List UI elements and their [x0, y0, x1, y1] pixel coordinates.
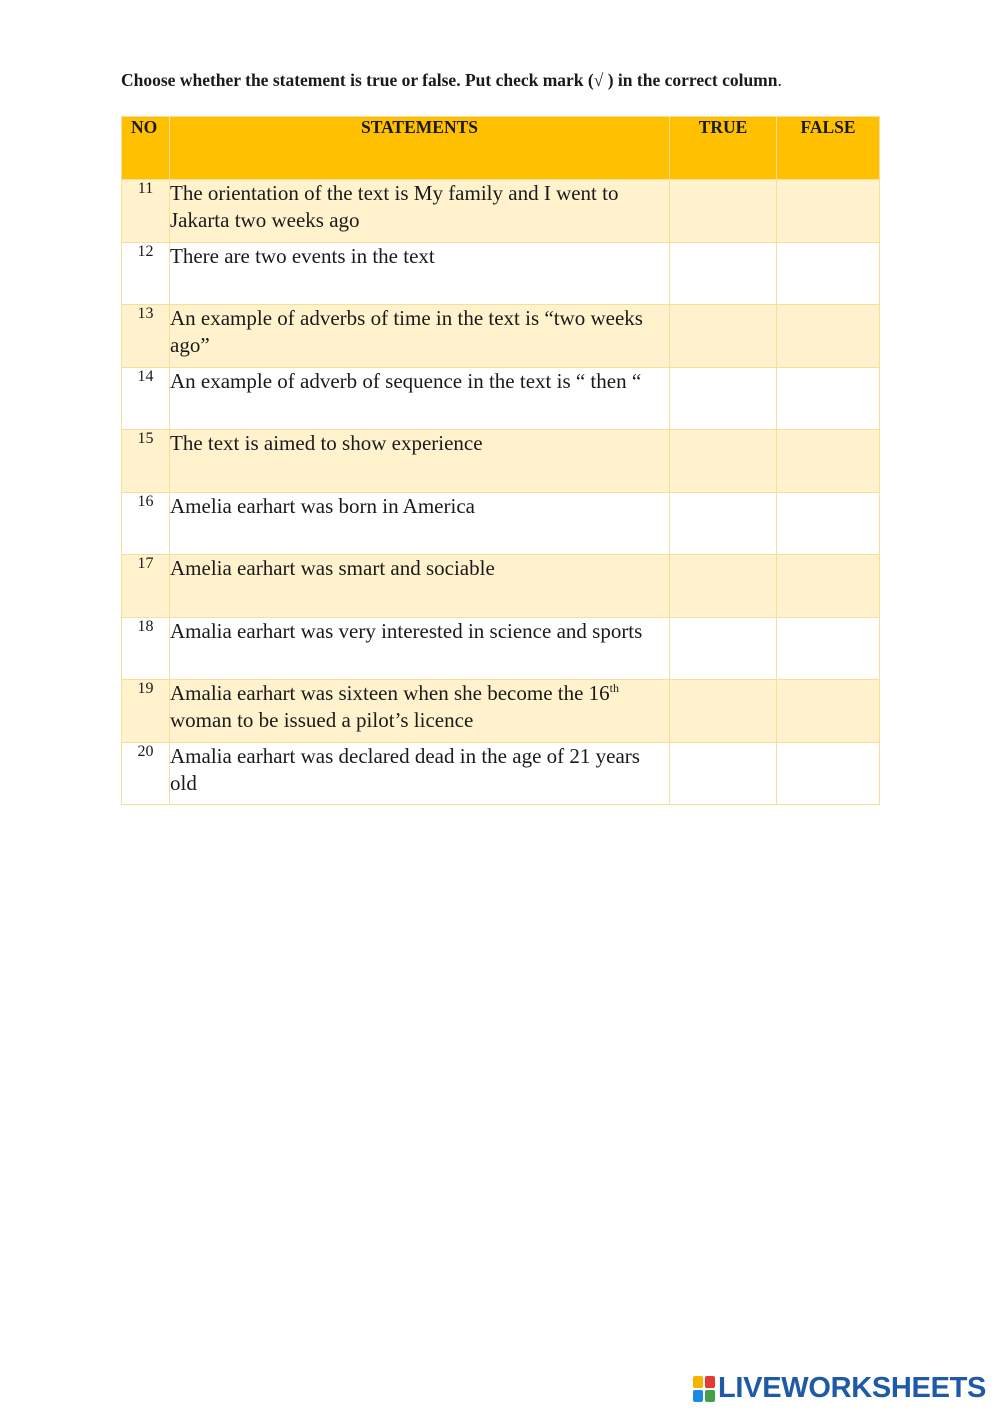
row-number: 11 — [122, 180, 170, 243]
table-row — [122, 305, 880, 368]
true-answer-cell[interactable] — [670, 242, 777, 305]
header-no: NO — [122, 117, 170, 180]
brand-wordmark: LIVEWORKSHEETS — [718, 1372, 987, 1404]
table-header-row — [122, 117, 880, 180]
row-number: 19 — [122, 680, 170, 743]
true-answer-cell[interactable] — [670, 555, 777, 618]
instruction-main: Choose whether the statement is true or false. Put check mark (√ ) in the correct column — [121, 70, 778, 90]
true-answer-cell[interactable] — [670, 430, 777, 493]
statement-text: Amalia earhart was declared dead in the age of 21 years old — [170, 742, 670, 805]
row-number: 15 — [122, 430, 170, 493]
table-row — [122, 742, 880, 805]
true-answer-cell[interactable] — [670, 492, 777, 555]
true-answer-cell[interactable] — [670, 180, 777, 243]
table-row — [122, 555, 880, 618]
row-number: 17 — [122, 555, 170, 618]
true-answer-cell[interactable] — [670, 305, 777, 368]
true-answer-cell[interactable] — [670, 367, 777, 430]
false-answer-cell[interactable] — [777, 555, 880, 618]
table-row — [122, 430, 880, 493]
false-answer-cell[interactable] — [777, 492, 880, 555]
row-number: 13 — [122, 305, 170, 368]
statement-text: The text is aimed to show experience — [170, 430, 670, 493]
true-answer-cell[interactable] — [670, 680, 777, 743]
table-row — [122, 617, 880, 680]
false-answer-cell[interactable] — [777, 617, 880, 680]
statement-text: There are two events in the text — [170, 242, 670, 305]
row-number: 16 — [122, 492, 170, 555]
statement-text: The orientation of the text is My family and I went to Jakarta two weeks ago — [170, 180, 670, 243]
instruction-text — [121, 70, 941, 91]
statement-text: An example of adverb of sequence in the text is “ then “ — [170, 367, 670, 430]
header-true: TRUE — [670, 117, 777, 180]
row-number: 18 — [122, 617, 170, 680]
ordinal-suffix: th — [609, 681, 620, 695]
statement-text-part: woman to be issued a pilot’s licence — [170, 708, 474, 732]
row-number: 12 — [122, 242, 170, 305]
false-answer-cell[interactable] — [777, 305, 880, 368]
false-answer-cell[interactable] — [777, 367, 880, 430]
false-answer-cell[interactable] — [777, 430, 880, 493]
true-false-table — [121, 116, 880, 805]
true-answer-cell[interactable] — [670, 617, 777, 680]
table-row — [122, 367, 880, 430]
false-answer-cell[interactable] — [777, 242, 880, 305]
table-row — [122, 242, 880, 305]
statement-text: Amalia earhart was very interested in science and sports — [170, 617, 670, 680]
true-answer-cell[interactable] — [670, 742, 777, 805]
table-row — [122, 492, 880, 555]
header-false: FALSE — [777, 117, 880, 180]
statement-text — [170, 680, 670, 743]
false-answer-cell[interactable] — [777, 742, 880, 805]
table-row — [122, 680, 880, 743]
liveworksheets-brand — [693, 1372, 986, 1405]
table-row — [122, 180, 880, 243]
liveworksheets-logo-icon — [693, 1376, 715, 1402]
statement-text: An example of adverbs of time in the text is “two weeks ago” — [170, 305, 670, 368]
statement-text-part: Amalia earhart was sixteen when she become the 16 — [170, 681, 610, 705]
row-number: 20 — [122, 742, 170, 805]
false-answer-cell[interactable] — [777, 180, 880, 243]
row-number: 14 — [122, 367, 170, 430]
statement-text: Amelia earhart was smart and sociable — [170, 555, 670, 618]
statement-text: Amelia earhart was born in America — [170, 492, 670, 555]
header-statements: STATEMENTS — [170, 117, 670, 180]
instruction-period: . — [777, 70, 782, 90]
false-answer-cell[interactable] — [777, 680, 880, 743]
